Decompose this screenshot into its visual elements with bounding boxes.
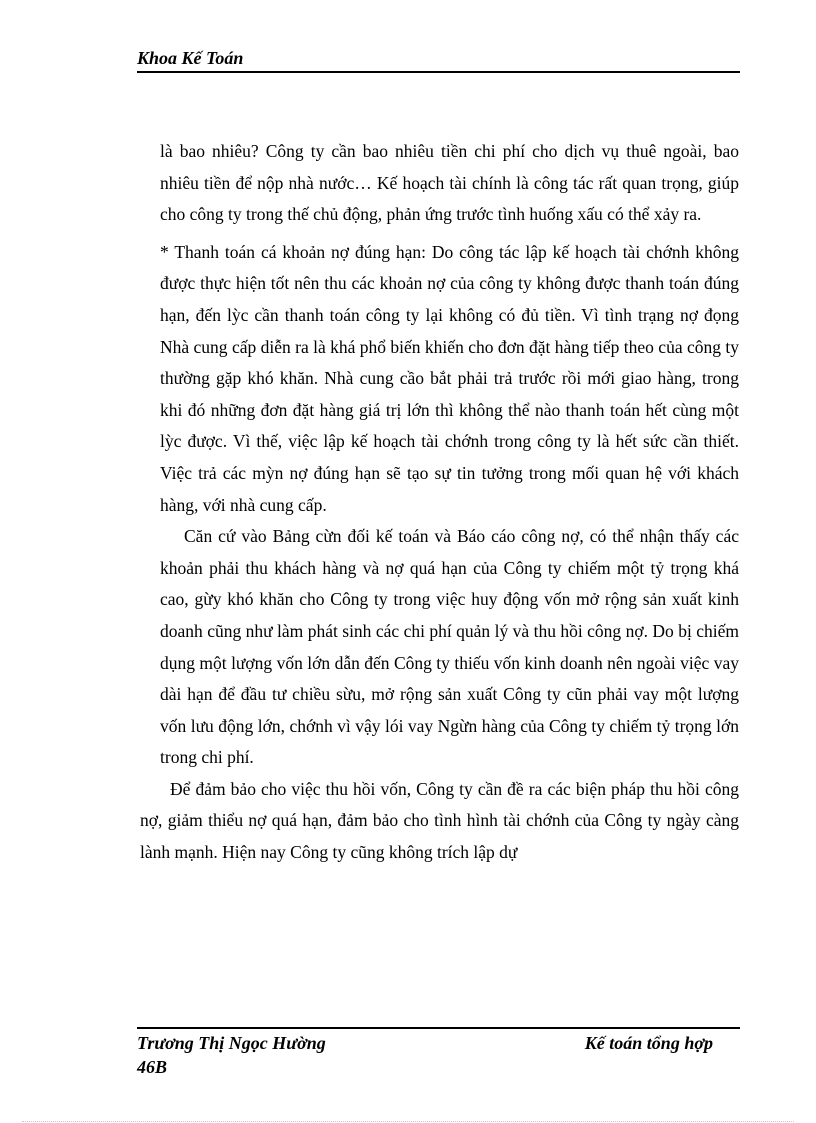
paragraph: Để đảm bảo cho việc thu hồi vốn, Công ty cần đề ra các biện pháp thu hồi công nợ, giảm thiểu nợ quá hạn, đảm bảo cho tình hình tài chớnh của Công ty ngày càng lành mạnh. Hiện nay Công ty cũng không trích lập dự	[140, 778, 739, 863]
paragraph: là bao nhiêu? Công ty cần bao nhiêu tiền chi phí cho dịch vụ thuê ngoài, bao nhiêu tiền để nộp nhà nước… Kế hoạch tài chính là công tác rất quan trọng, giúp cho công ty trong thế chủ động, phản ứng trước tình huống xấu có thể xảy ra.	[160, 141, 739, 225]
page-footer	[137, 1027, 740, 1079]
footer-class: 46B	[137, 1057, 168, 1077]
footer-author: Trương Thị Ngọc Hường	[137, 1033, 326, 1053]
page-edge-divider	[22, 1121, 794, 1122]
paragraph: Căn cứ vào Bảng cừn đối kế toán và Báo cáo công nợ, có thể nhận thấy các khoản phải thu khách hàng và nợ quá hạn của Công ty chiếm một tỷ trọng khá cao, gừy khó khăn cho Công ty trong việc huy động vốn mở rộng sản xuất kinh doanh cũng như làm phát sinh các chi phí quản lý và thu hồi công nợ. Do bị chiếm dụng một lượng vốn lớn dẫn đến Công ty thiếu vốn kinh doanh nên ngoài việc vay dài hạn để đầu tư chiều sừu, mở rộng sản xuất Công ty cũn phải vay một lượng vốn lưu động lớn, chớnh vì vậy lói vay Ngừn hàng của Công ty chiếm tỷ trọng lớn trong chi phí.	[160, 526, 739, 768]
paragraph: * Thanh toán cá khoản nợ đúng hạn: Do công tác lập kế hoạch tài chớnh không được thực hiện tốt nên thu các khoản nợ của công ty không được thanh toán đúng hạn, đến lỳc cần thanh toán công ty lại không có đủ tiền. Vì tình trạng nợ đọng Nhà cung cấp diễn ra là khá phổ biến khiến cho đơn đặt hàng tiếp theo của công ty thường gặp khó khăn. Nhà cung cầo bắt phải trả trước rồi mới giao hàng, trong khi đó những đơn đặt hàng giá trị lớn thì không thể nào thanh toán hết cùng một lỳc được. Vì thế, việc lập kế hoạch tài chớnh trong công ty là hết sức cần thiết. Việc trả các mỳn nợ đúng hạn sẽ tạo sự tin tưởng trong mối quan hệ với khách hàng, với nhà cung cấp.	[160, 241, 739, 515]
header-title: Khoa Kế Toán	[137, 48, 244, 68]
footer-row	[137, 1031, 740, 1055]
document-body	[140, 136, 739, 869]
footer-subject: Kế toán tổng hợp	[584, 1033, 713, 1053]
page-header	[137, 46, 740, 73]
